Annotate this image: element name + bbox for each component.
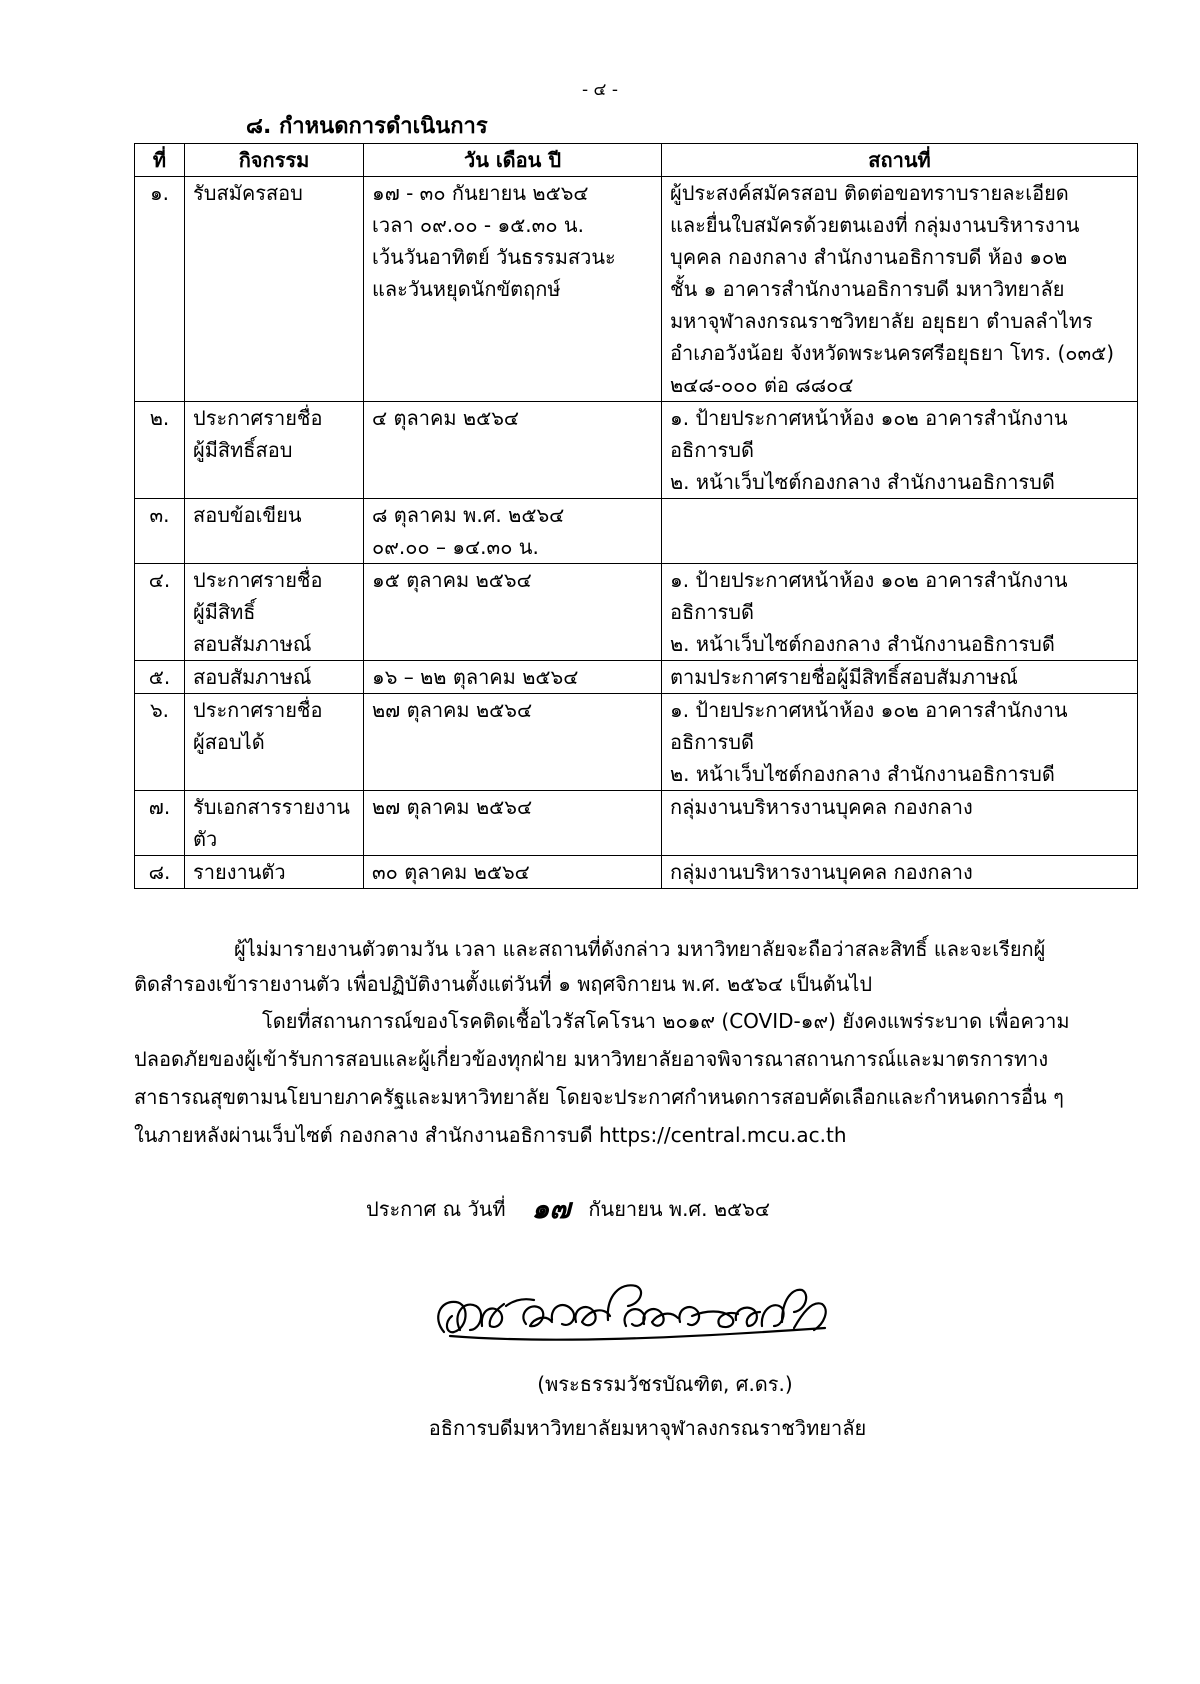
- table-row: [135, 661, 1138, 694]
- table-row: [135, 499, 1138, 564]
- row-activity: รับสมัครสอบ: [185, 177, 364, 402]
- row-activity: รายงานตัว: [185, 856, 364, 889]
- table-row: [135, 177, 1138, 402]
- schedule-table: [134, 143, 1138, 889]
- row-activity: รับเอกสารรายงาน ตัว: [185, 791, 364, 856]
- announcement-suffix: กันยายน พ.ศ. ๒๕๖๔: [588, 1197, 770, 1221]
- row-place: ผู้ประสงค์สมัครสอบ ติดต่อขอทราบรายละเอียด และยื่นใบสมัครด้วยตนเองที่ กลุ่มงานบริหารงาน บุคคล กองกลาง สำนักงานอธิการบดี ห้อง ๑๐๒ ชั้น ๑ อาคารสำนักงานอธิการบดี มหาวิทยาลัย มหาจุฬาลงกรณราชวิทยาลัย อยุธยา ตำบลลำไทร อำเภอวังน้อย จังหวัดพระนครศรีอยุธยา โทร. (๐๓๕) ๒๔๘-๐๐๐ ต่อ ๘๘๐๔: [662, 177, 1138, 402]
- row-activity: สอบสัมภาษณ์: [185, 661, 364, 694]
- handwritten-day: ๑๗: [531, 1192, 571, 1225]
- row-number: ๕.: [135, 661, 185, 694]
- row-activity: ประกาศรายชื่อ ผู้สอบได้: [185, 694, 364, 791]
- table-row: [135, 402, 1138, 499]
- row-date: ๒๗ ตุลาคม ๒๕๖๔: [364, 694, 662, 791]
- section-heading: ๘. กำหนดการดำเนินการ: [246, 114, 488, 139]
- row-place: กลุ่มงานบริหารงานบุคคล กองกลาง: [662, 856, 1138, 889]
- page-number: - ๔ -: [582, 80, 618, 100]
- covid-paragraph: โดยที่สถานการณ์ของโรคติดเชื้อไวรัสโคโรนา ๒๐๑๙ (COVID-๑๙) ยังคงแพร่ระบาด เพื่อความ ปลอดภัยของผู้เข้ารับการสอบและผู้เกี่ยวข้องทุกฝ่าย มหาวิทยาลัยอาจพิจารณาสถานการณ์และมาตรการทาง สาธารณสุขตามนโยบายภาครัฐและมหาวิทยาลัย โดยจะประกาศกำหนดการสอบคัดเลือกและกำหนดการอื่น ๆ ในภายหลังผ่านเว็บไซต์ กองกลาง สำนักงานอธิการบดี https://central.mcu.ac.th: [134, 1009, 1070, 1147]
- header-no: ที่: [135, 144, 185, 177]
- row-number: ๓.: [135, 499, 185, 564]
- row-place: ๑. ป้ายประกาศหน้าห้อง ๑๐๒ อาคารสำนักงาน อธิการบดี ๒. หน้าเว็บไซต์กองกลาง สำนักงานอธิการบดี: [662, 564, 1138, 661]
- table-row: [135, 564, 1138, 661]
- handwritten-signature: [430, 1270, 840, 1360]
- row-place: ตามประกาศรายชื่อผู้มีสิทธิ์สอบสัมภาษณ์: [662, 661, 1138, 694]
- row-place: กลุ่มงานบริหารงานบุคคล กองกลาง: [662, 791, 1138, 856]
- announcement-date-line: [366, 1185, 770, 1229]
- row-number: ๗.: [135, 791, 185, 856]
- notice-paragraph: ผู้ไม่มารายงานตัวตามวัน เวลา และสถานที่ดังกล่าว มหาวิทยาลัยจะถือว่าสละสิทธิ์ และจะเรียกผู้ ติดสำรองเข้ารายงานตัว เพื่อปฏิบัติงานตั้งแต่วันที่ ๑ พฤศจิกายน พ.ศ. ๒๕๖๔ เป็นต้นไป: [134, 937, 1046, 996]
- row-date: ๑๖ – ๒๒ ตุลาคม ๒๕๖๔: [364, 661, 662, 694]
- row-number: ๒.: [135, 402, 185, 499]
- row-activity: ประกาศรายชื่อ ผู้มีสิทธิ์ สอบสัมภาษณ์: [185, 564, 364, 661]
- signer-name: (พระธรรมวัชรบัณฑิต, ศ.ดร.): [537, 1372, 793, 1396]
- row-number: ๑.: [135, 177, 185, 402]
- header-date: วัน เดือน ปี: [364, 144, 662, 177]
- row-date: ๒๗ ตุลาคม ๒๕๖๔: [364, 791, 662, 856]
- row-number: ๖.: [135, 694, 185, 791]
- row-date: ๔ ตุลาคม ๒๕๖๔: [364, 402, 662, 499]
- table-row: [135, 856, 1138, 889]
- row-date: ๑๗ - ๓๐ กันยายน ๒๕๖๔ เวลา ๐๙.๐๐ - ๑๕.๓๐ น. เว้นวันอาทิตย์ วันธรรมสวนะ และวันหยุดนักขัตฤกษ์: [364, 177, 662, 402]
- row-number: ๔.: [135, 564, 185, 661]
- row-date: ๘ ตุลาคม พ.ศ. ๒๕๖๔ ๐๙.๐๐ – ๑๔.๓๐ น.: [364, 499, 662, 564]
- row-place: ๑. ป้ายประกาศหน้าห้อง ๑๐๒ อาคารสำนักงาน อธิการบดี ๒. หน้าเว็บไซต์กองกลาง สำนักงานอธิการบดี: [662, 402, 1138, 499]
- table-header-row: [135, 144, 1138, 177]
- row-activity: สอบข้อเขียน: [185, 499, 364, 564]
- row-date: ๑๕ ตุลาคม ๒๕๖๔: [364, 564, 662, 661]
- header-place: สถานที่: [662, 144, 1138, 177]
- signer-position: อธิการบดีมหาวิทยาลัยมหาจุฬาลงกรณราชวิทยาลัย: [428, 1416, 867, 1440]
- row-date: ๓๐ ตุลาคม ๒๕๖๔: [364, 856, 662, 889]
- row-place: ๑. ป้ายประกาศหน้าห้อง ๑๐๒ อาคารสำนักงาน อธิการบดี ๒. หน้าเว็บไซต์กองกลาง สำนักงานอธิการบดี: [662, 694, 1138, 791]
- row-place: [662, 499, 1138, 564]
- table-row: [135, 791, 1138, 856]
- announcement-prefix: ประกาศ ณ วันที่: [366, 1197, 506, 1221]
- row-activity: ประกาศรายชื่อ ผู้มีสิทธิ์สอบ: [185, 402, 364, 499]
- header-activity: กิจกรรม: [185, 144, 364, 177]
- row-number: ๘.: [135, 856, 185, 889]
- table-row: [135, 694, 1138, 791]
